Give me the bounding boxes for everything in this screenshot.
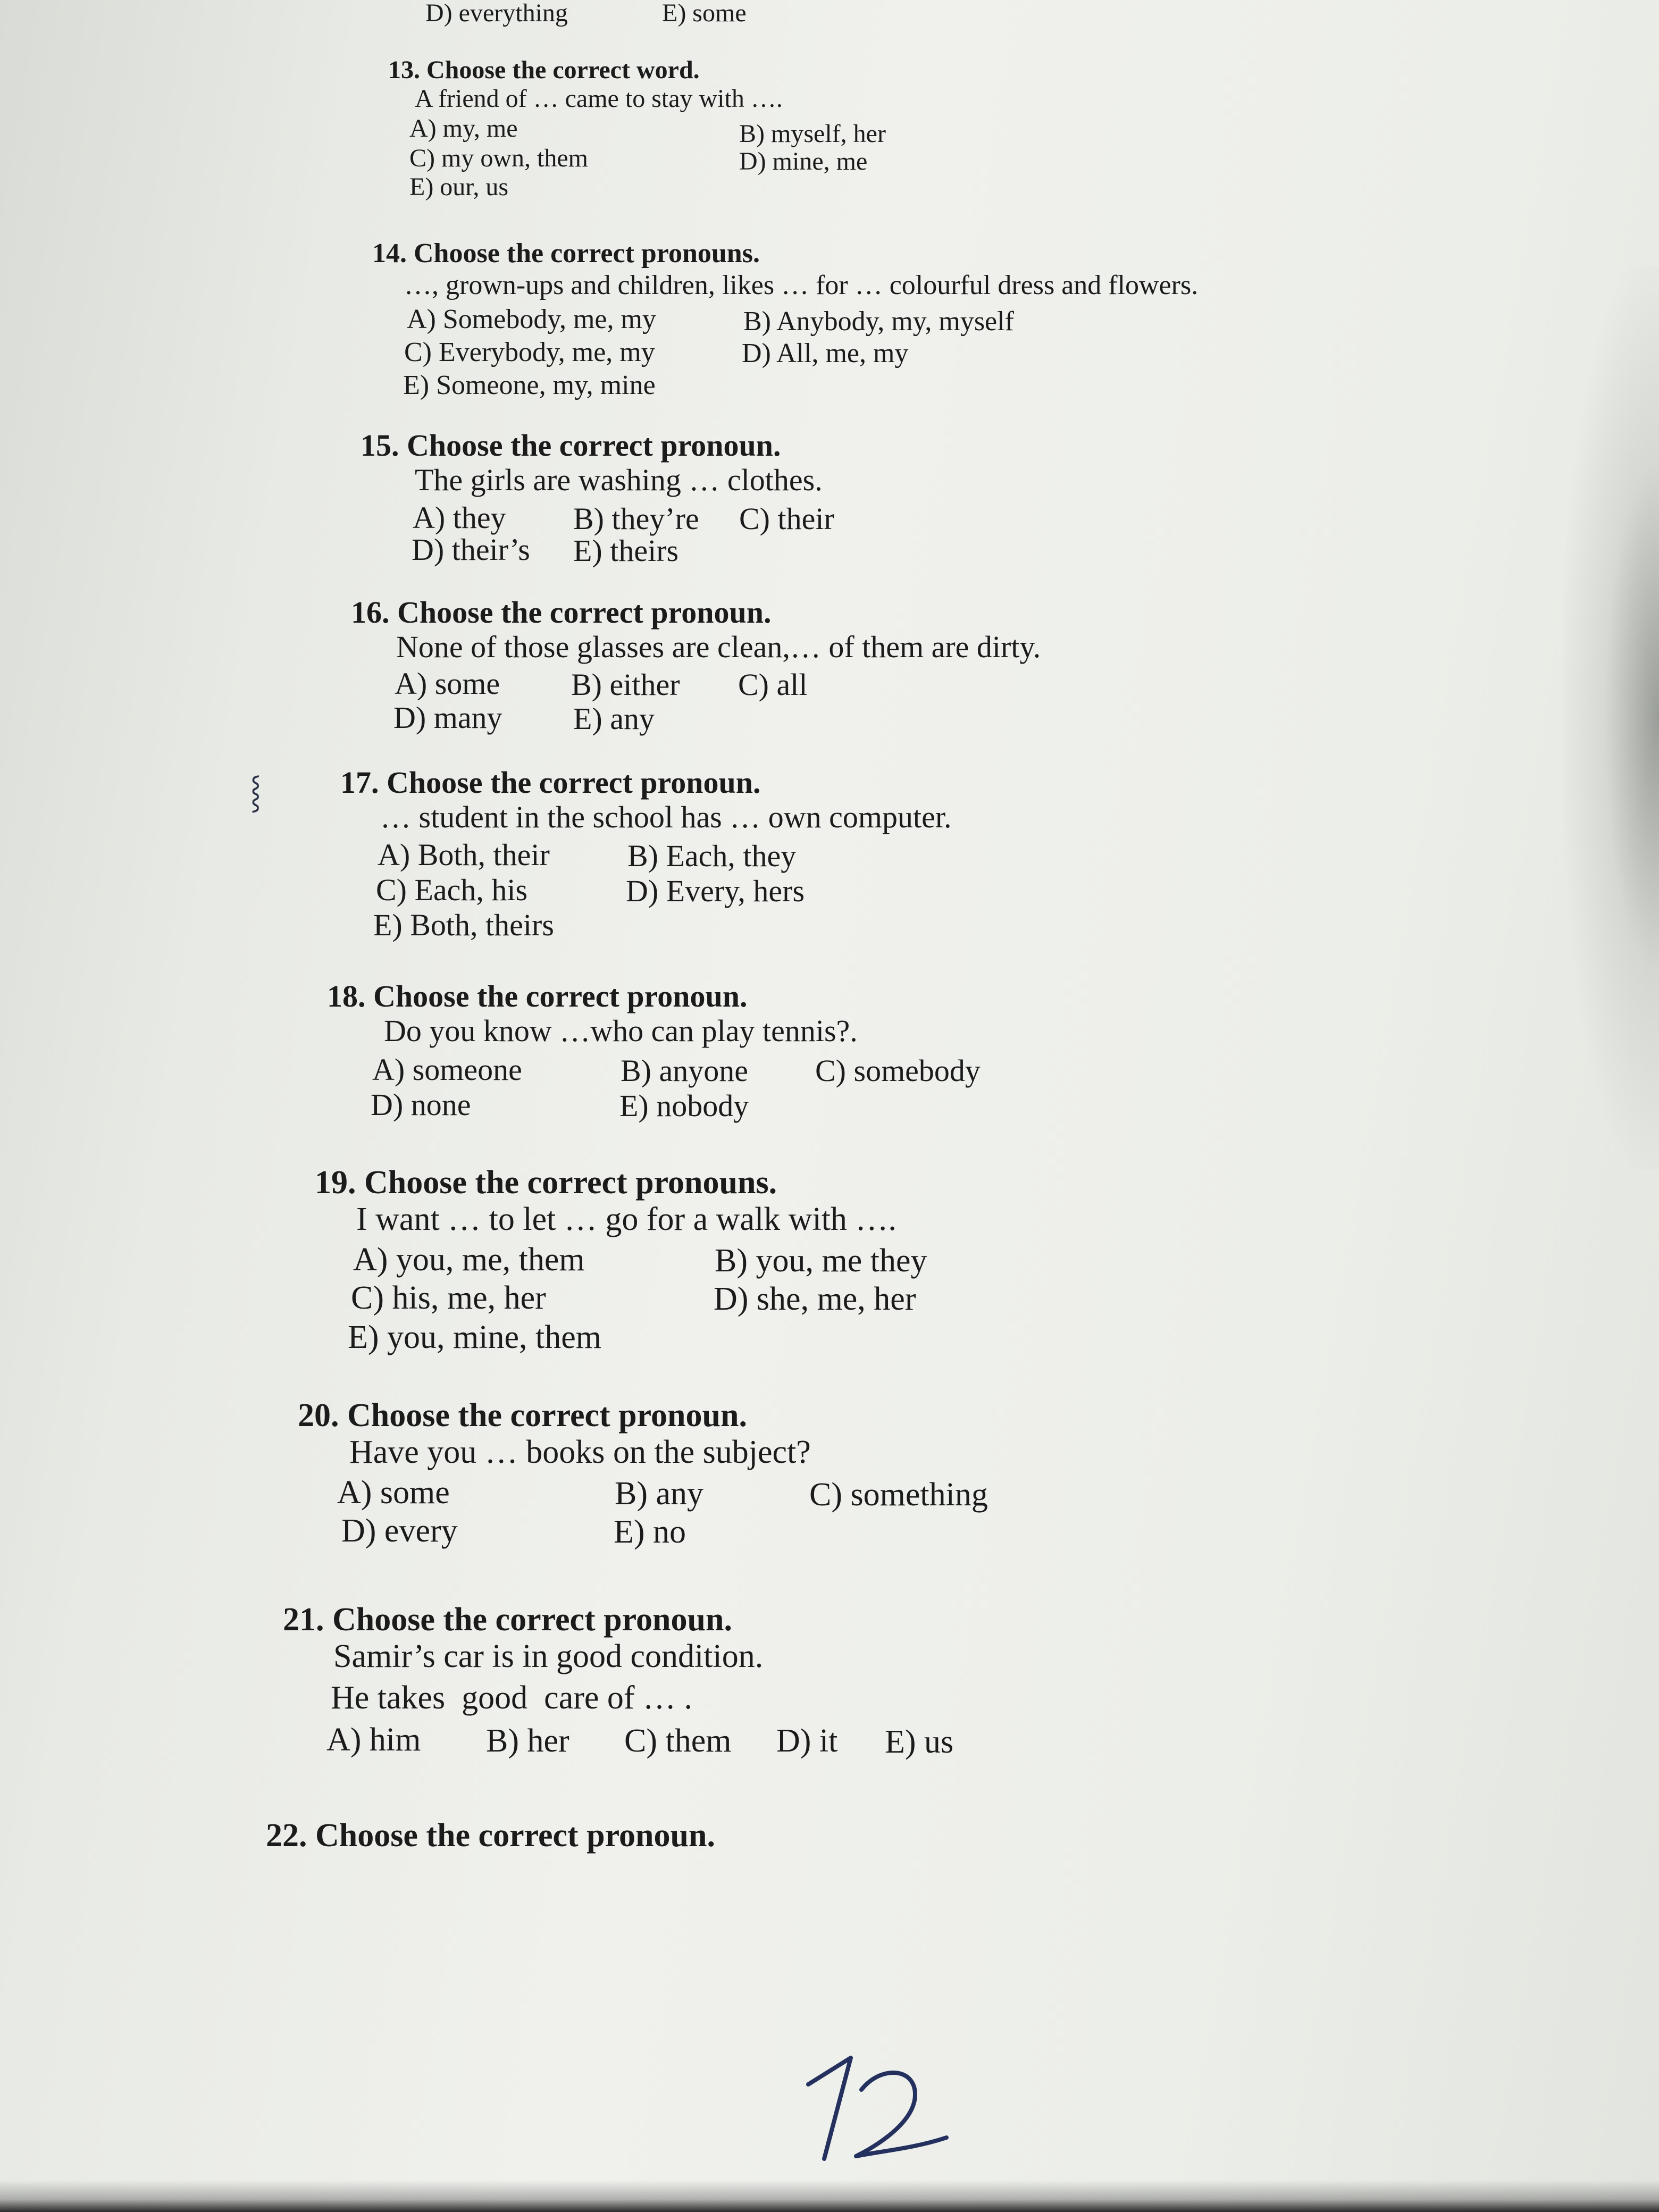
option-c: C) them — [624, 1723, 732, 1759]
option-d: D) none — [371, 1087, 471, 1122]
question-heading: 16. Choose the correct pronoun. — [351, 595, 772, 630]
option-d: D) everything — [425, 0, 568, 27]
option-b: B) either — [571, 667, 680, 702]
option-b: B) they’re — [573, 501, 699, 536]
question-stem: Do you know …who can play tennis?. — [384, 1013, 858, 1048]
question-21 — [283, 1602, 954, 1761]
option-b: B) her — [486, 1723, 569, 1759]
option-d: D) she, me, her — [714, 1280, 916, 1317]
question-stem: I want … to let … go for a walk with …. — [356, 1201, 896, 1238]
option-b: B) Each, they — [627, 838, 797, 873]
option-b: B) anyone — [621, 1053, 748, 1088]
option-a: A) some — [337, 1474, 450, 1511]
option-e: E) you, mine, them — [348, 1319, 601, 1355]
option-c: C) Everybody, me, my — [404, 337, 655, 368]
option-d: D) many — [393, 700, 502, 735]
option-a: A) some — [395, 666, 500, 701]
page-curl-shadow — [1563, 266, 1659, 1170]
question-heading: 14. Choose the correct pronouns. — [372, 238, 760, 269]
question-20 — [298, 1397, 988, 1550]
option-a: A) Both, their — [378, 837, 550, 872]
question-heading: 13. Choose the correct word. — [388, 56, 700, 84]
question-stem: … student in the school has … own computer. — [380, 799, 952, 834]
question-heading: 18. Choose the correct pronoun. — [327, 979, 748, 1013]
option-e: E) some — [662, 0, 747, 27]
handwritten-page-number — [792, 2052, 952, 2169]
option-e: E) Someone, my, mine — [403, 370, 656, 401]
question-stem: The girls are washing … clothes. — [415, 462, 823, 497]
option-b: B) Anybody, my, myself — [743, 306, 1014, 337]
question-22 — [266, 1817, 715, 1854]
question-14 — [372, 238, 1199, 401]
page-bottom-edge — [0, 2180, 1659, 2212]
option-a: A) you, me, them — [353, 1241, 585, 1278]
option-e: E) nobody — [619, 1088, 749, 1123]
option-a: A) Somebody, me, my — [407, 304, 656, 335]
option-a: A) someone — [372, 1052, 522, 1087]
option-e: E) us — [885, 1724, 954, 1761]
option-c: C) somebody — [815, 1053, 981, 1088]
option-d: D) Every, hers — [626, 873, 805, 908]
option-a: A) him — [326, 1722, 421, 1758]
option-e: E) no — [614, 1513, 686, 1550]
question-stem-line-2: He takes good care of … . — [331, 1679, 693, 1716]
question-13 — [388, 56, 886, 201]
question-19 — [315, 1164, 927, 1355]
option-a: A) they — [413, 500, 506, 535]
question-stem: None of those glasses are clean,… of them are dirty. — [396, 629, 1041, 664]
margin-pen-mark: ⸾ — [250, 773, 262, 810]
question-heading: 15. Choose the correct pronoun. — [361, 428, 781, 463]
question-heading: 22. Choose the correct pronoun. — [266, 1817, 715, 1854]
option-c: C) their — [739, 501, 834, 536]
question-stem-line-1: Samir’s car is in good condition. — [333, 1638, 764, 1675]
option-d: D) their’s — [412, 532, 530, 567]
option-d: D) mine, me — [739, 147, 868, 175]
option-e: E) our, us — [409, 172, 509, 201]
question-heading: 19. Choose the correct pronouns. — [315, 1164, 777, 1201]
option-b: B) you, me they — [715, 1242, 927, 1279]
question-heading: 20. Choose the correct pronoun. — [298, 1397, 747, 1434]
option-a: A) my, me — [409, 114, 518, 143]
option-c: C) Each, his — [376, 872, 528, 907]
option-d: D) it — [776, 1723, 838, 1759]
option-c: C) my own, them — [409, 144, 588, 172]
question-heading: 17. Choose the correct pronoun. — [340, 765, 761, 800]
option-b: B) myself, her — [739, 119, 886, 148]
option-c: C) his, me, her — [351, 1279, 546, 1316]
option-c: C) all — [738, 667, 808, 702]
question-heading: 21. Choose the correct pronoun. — [283, 1602, 732, 1638]
option-d: D) All, me, my — [742, 338, 909, 369]
question-stem: Have you … books on the subject? — [349, 1434, 811, 1471]
option-e: E) any — [573, 701, 655, 736]
question-18 — [327, 979, 981, 1123]
question-stem: A friend of … came to stay with …. — [415, 84, 783, 113]
option-e: E) Both, theirs — [373, 907, 554, 942]
option-b: B) any — [615, 1475, 704, 1512]
option-e: E) theirs — [573, 533, 679, 568]
option-d: D) every — [341, 1512, 458, 1549]
question-15 — [361, 428, 834, 568]
question-17 — [340, 765, 952, 942]
question-stem: …, grown-ups and children, likes … for … colourful dress and flowers. — [404, 270, 1199, 301]
question-16 — [351, 595, 1041, 736]
option-c: C) something — [809, 1476, 988, 1513]
